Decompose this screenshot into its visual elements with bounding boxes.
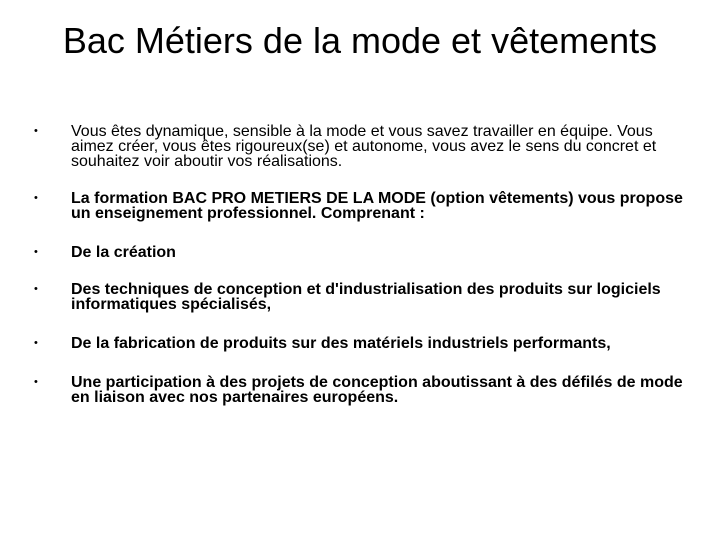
bullet-item — [34, 124, 694, 169]
slide-title: Bac Métiers de la mode et vêtements — [62, 20, 658, 61]
bullet-text: Vous êtes dynamique, sensible à la mode et vous savez travailler en équipe. Vous aimez créer, vous êtes rigoureux(se) et autonome, vous avez le sens du concret et souhaitez voir aboutir vos réalisations. — [71, 123, 657, 170]
bullet-text: Une participation à des projets de conception aboutissant à des défilés de mode en liaison avec nos partenaires européens. — [71, 374, 683, 406]
bullet-dot-icon: • — [34, 125, 38, 137]
bullet-item — [34, 191, 694, 221]
bullet-dot-icon: • — [34, 337, 38, 349]
bullet-dot-icon: • — [34, 283, 38, 295]
bullet-text: Des techniques de conception et d'industrialisation des produits sur logiciels informatiques spécialisés, — [71, 281, 661, 313]
bullet-dot-icon: • — [34, 246, 38, 258]
bullet-text: La formation BAC PRO METIERS DE LA MODE (option vêtements) vous propose un enseignement professionnel. Comprenant : — [71, 190, 683, 222]
bullet-dot-icon: • — [34, 376, 38, 388]
bullet-item — [34, 245, 694, 260]
bullet-text: De la création — [71, 244, 176, 261]
bullet-item — [34, 282, 694, 312]
bullet-list — [34, 124, 694, 405]
bullet-item — [34, 336, 694, 351]
bullet-text: De la fabrication de produits sur des matériels industriels performants, — [71, 335, 611, 352]
bullet-item — [34, 375, 694, 405]
bullet-dot-icon: • — [34, 192, 38, 204]
